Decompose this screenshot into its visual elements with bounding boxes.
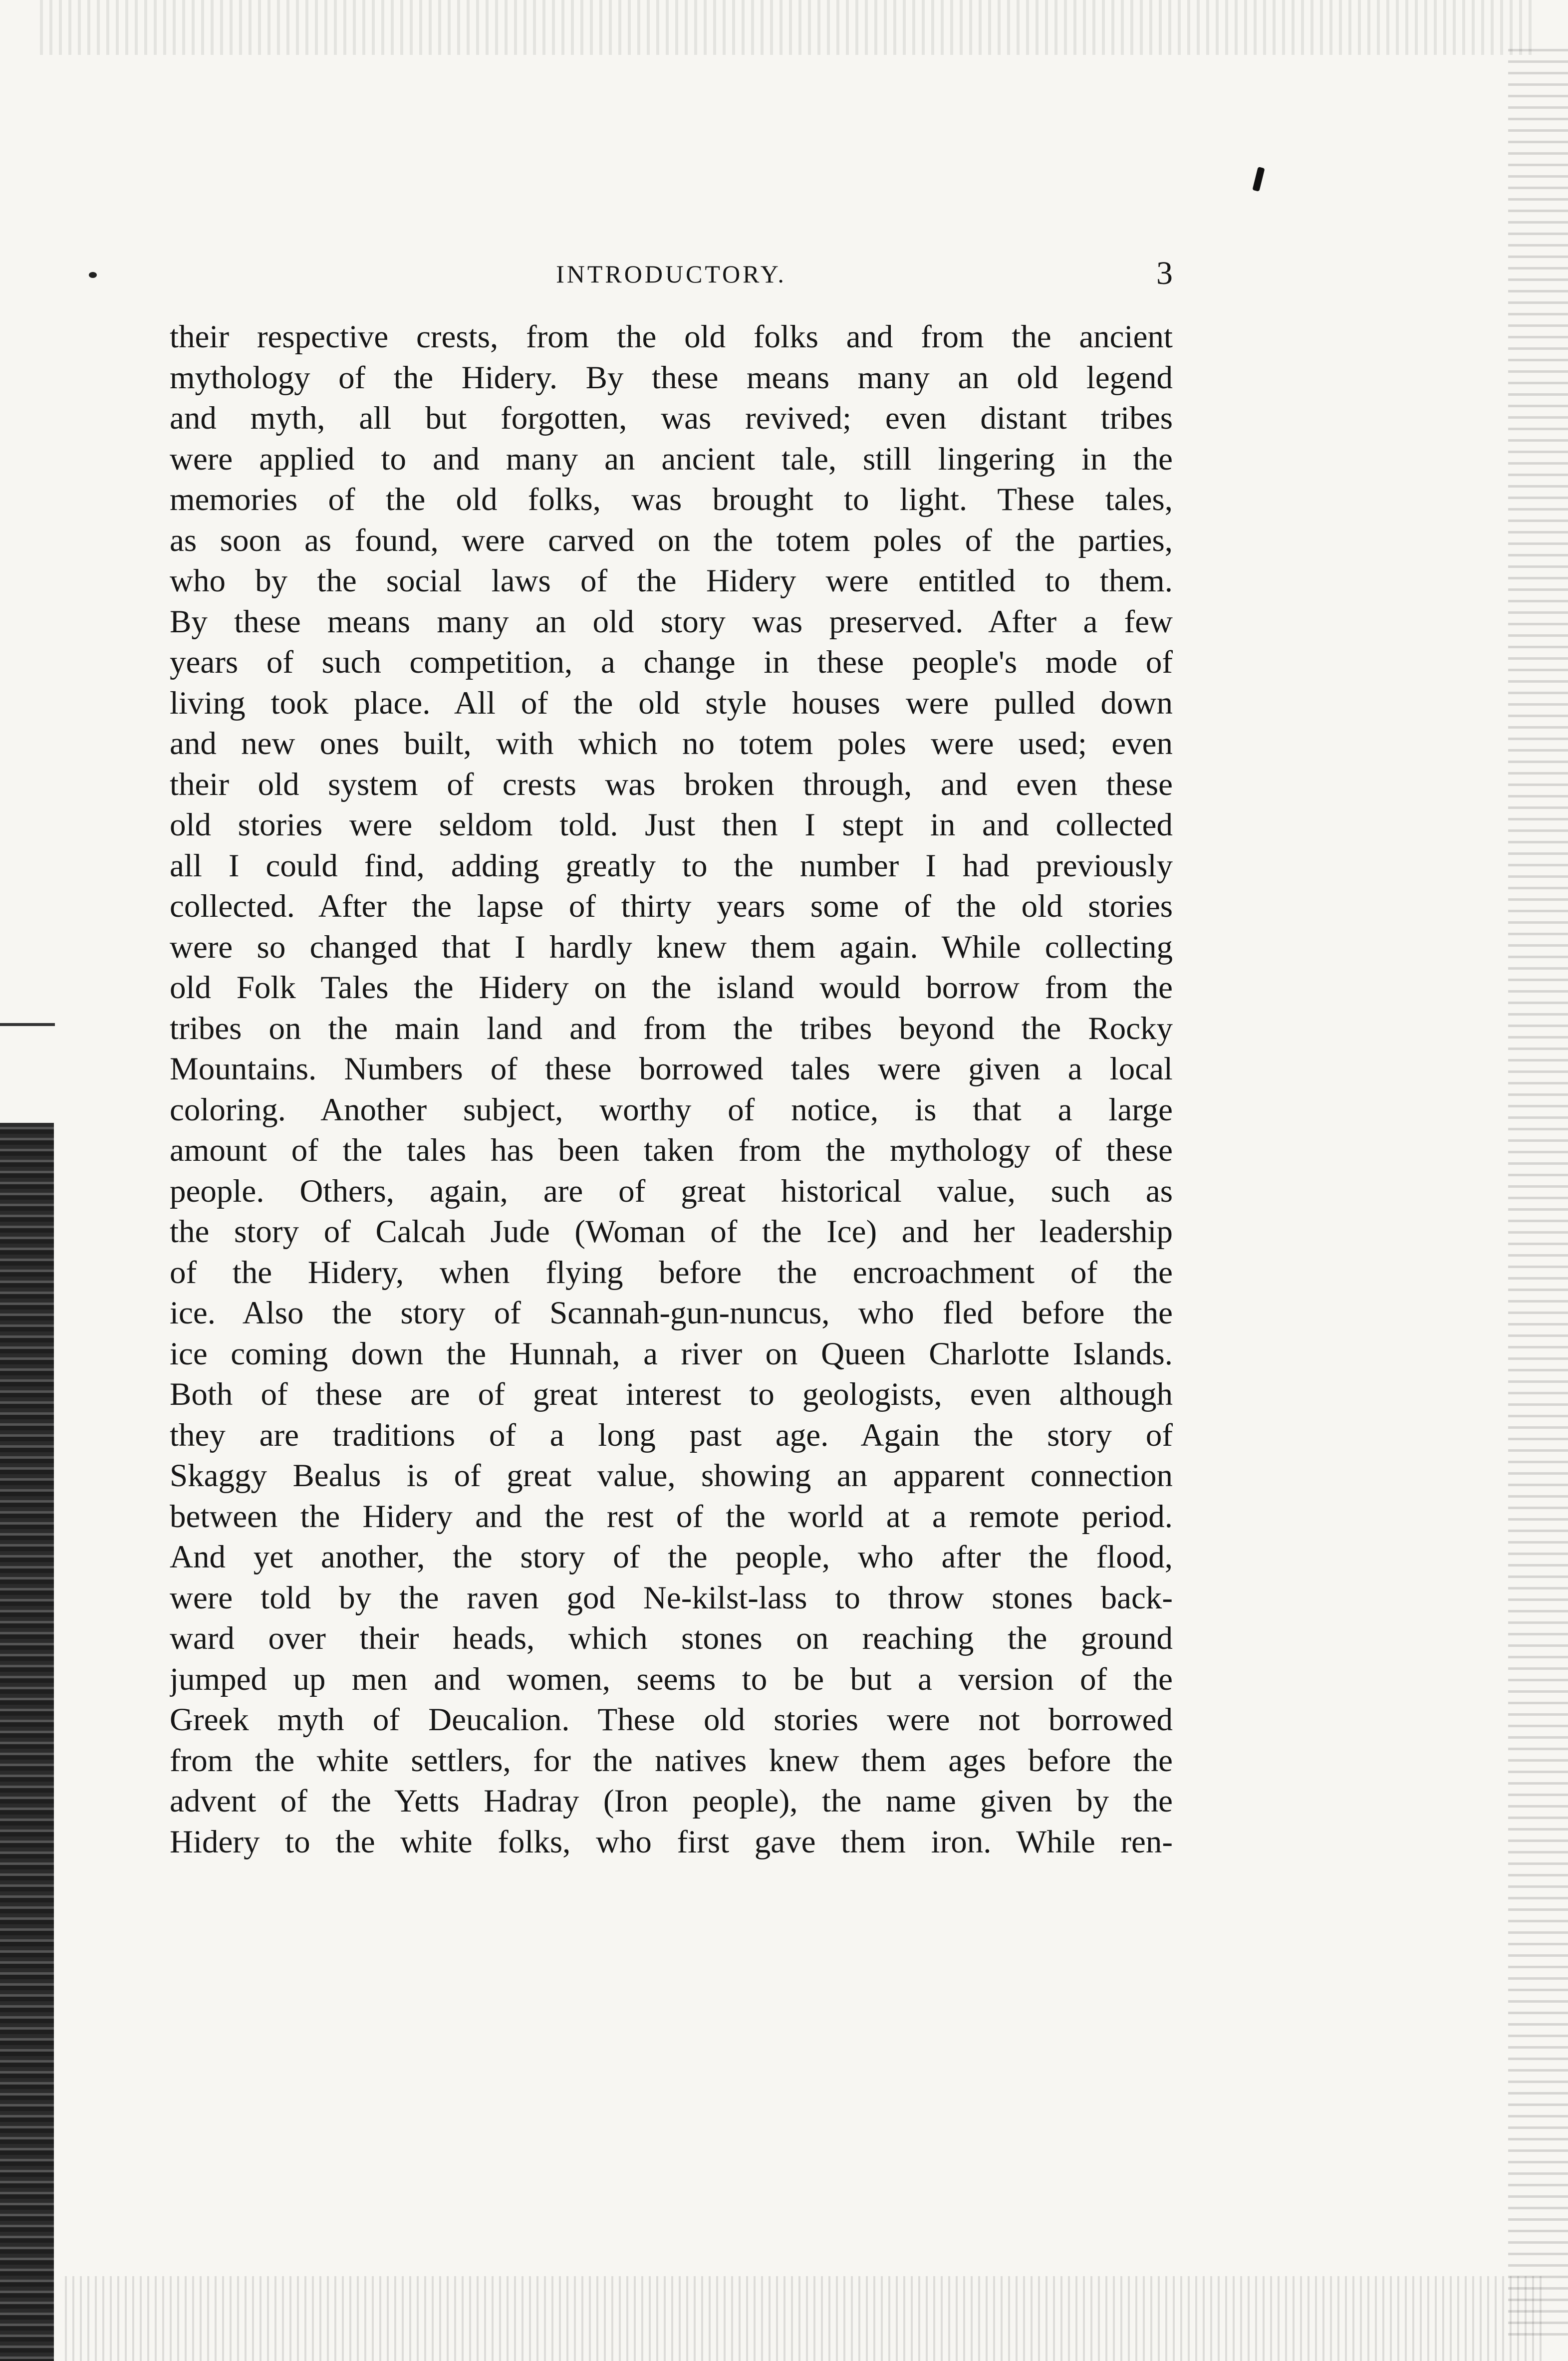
text-line: all I could find, adding greatly to the number I had previously: [170, 847, 1173, 884]
text-line: Both of these are of great interest to geologists, even although: [170, 1376, 1173, 1412]
text-line: the story of Calcah Jude (Woman of the Ice) and her leadership: [170, 1214, 1173, 1250]
text-line: tribes on the main land and from the tribes beyond the Rocky: [170, 1010, 1173, 1047]
text-line: amount of the tales has been taken from the mythology of these: [170, 1132, 1173, 1168]
text-line: collected. After the lapse of thirty years some of the old stories: [170, 888, 1173, 924]
text-line: people. Others, again, are of great historical value, such as: [170, 1173, 1173, 1209]
text-line: Mountains. Numbers of these borrowed tales were given a local: [170, 1051, 1173, 1087]
text-line: jumped up men and women, seems to be but a version of the: [170, 1661, 1173, 1697]
page-header: [170, 255, 1173, 299]
scan-bottom-edge: [65, 2276, 1542, 2361]
text-line: of the Hidery, when flying before the encroachment of the: [170, 1254, 1173, 1291]
text-line: their old system of crests was broken through, and even these: [170, 766, 1173, 802]
text-line: were so changed that I hardly knew them again. While collecting: [170, 929, 1173, 965]
text-line: Hidery to the white folks, who first gave them iron. While ren-: [170, 1824, 1173, 1860]
text-line: their respective crests, from the old folks and from the ancient: [170, 319, 1173, 355]
text-line: from the white settlers, for the natives knew them ages before the: [170, 1742, 1173, 1779]
text-line: who by the social laws of the Hidery were entitled to them.: [170, 563, 1173, 599]
text-line: were applied to and many an ancient tale, still lingering in the: [170, 441, 1173, 477]
ink-mark: [1252, 167, 1265, 192]
text-line: they are traditions of a long past age. Again the story of: [170, 1417, 1173, 1453]
text-line: and new ones built, with which no totem poles were used; even: [170, 726, 1173, 762]
text-line: ice coming down the Hunnah, a river on Queen Charlotte Islands.: [170, 1335, 1173, 1372]
text-line: Skaggy Bealus is of great value, showing an apparent connection: [170, 1458, 1173, 1494]
text-line: Greek myth of Deucalion. These old stories were not borrowed: [170, 1702, 1173, 1738]
text-line: old Folk Tales the Hidery on the island would borrow from the: [170, 970, 1173, 1006]
scan-top-edge: [40, 0, 1532, 55]
running-head: INTRODUCTORY.: [556, 260, 786, 288]
ink-dot: [89, 272, 97, 278]
text-line: ward over their heads, which stones on reaching the ground: [170, 1620, 1173, 1656]
text-line: living took place. All of the old style houses were pulled down: [170, 685, 1173, 721]
text-line: between the Hidery and the rest of the world at a remote period.: [170, 1498, 1173, 1535]
page-number: 3: [1156, 255, 1173, 291]
text-line: advent of the Yetts Hadray (Iron people), the name given by the: [170, 1783, 1173, 1819]
text-line: as soon as found, were carved on the totem poles of the parties,: [170, 522, 1173, 558]
text-line: and myth, all but forgotten, was revived; even distant tribes: [170, 400, 1173, 436]
scan-right-edge: [1508, 40, 1568, 2336]
text-line: were told by the raven god Ne-kilst-lass to throw stones back-: [170, 1579, 1173, 1616]
text-line: years of such competition, a change in these people's mode of: [170, 644, 1173, 680]
text-line: ice. Also the story of Scannah-gun-nuncus, who fled before the: [170, 1295, 1173, 1331]
text-line: By these means many an old story was preserved. After a few: [170, 603, 1173, 640]
binding-shadow: [0, 1123, 54, 2361]
text-line: And yet another, the story of the people, who after the flood,: [170, 1539, 1173, 1575]
text-line: memories of the old folks, was brought to light. These tales,: [170, 482, 1173, 518]
text-line: old stories were seldom told. Just then I stept in and collected: [170, 807, 1173, 843]
margin-rule-mark: [0, 1023, 55, 1026]
text-line: coloring. Another subject, worthy of notice, is that a large: [170, 1091, 1173, 1128]
text-line: mythology of the Hidery. By these means many an old legend: [170, 359, 1173, 396]
body-text: [170, 317, 1173, 1862]
